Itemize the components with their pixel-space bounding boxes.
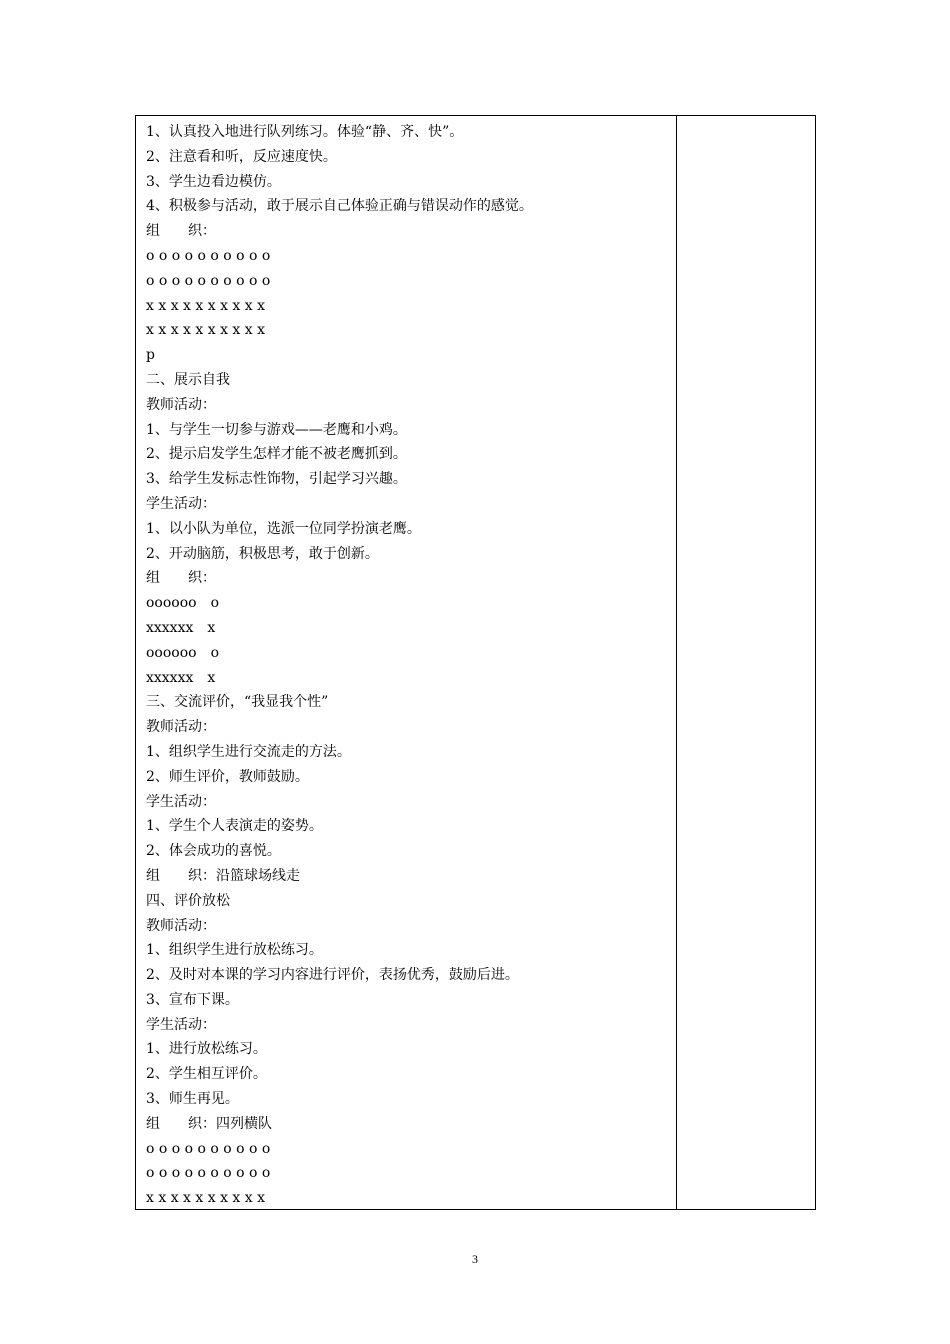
content-line: 3、学生边看边模仿。 [146, 173, 281, 190]
content-line: 3、师生再见。 [146, 1091, 239, 1108]
content-line: 2、学生相互评价。 [146, 1066, 267, 1083]
content-line: o o o o o o o o o o [146, 272, 271, 289]
content-line: 组 织： [146, 223, 216, 240]
content-line: x x x x x x x x x x [146, 1190, 266, 1207]
content-line: 2、提示启发学生怎样才能不被老鹰抓到。 [146, 446, 407, 463]
content-line: 组 织：四列横队 [146, 1115, 272, 1132]
content-line: o o o o o o o o o o [146, 1165, 271, 1182]
content-line: 1、组织学生进行交流走的方法。 [146, 743, 351, 760]
content-line: 2、及时对本课的学习内容进行评价，表扬优秀，鼓励后进。 [146, 967, 519, 984]
content-line: 2、师生评价，教师鼓励。 [146, 768, 309, 785]
content-line: oooooo o [146, 644, 220, 661]
content-line: 2、开动脑筋，积极思考，敢于创新。 [146, 545, 379, 562]
content-line: 1、进行放松练习。 [146, 1041, 267, 1058]
content-line: 2、注意看和听，反应速度快。 [146, 148, 337, 165]
content-line: 学生活动： [146, 1016, 216, 1033]
content-line: x x x x x x x x x x [146, 297, 266, 314]
content-line: 1、学生个人表演走的姿势。 [146, 818, 323, 835]
content-line: 3、给学生发标志性饰物，引起学习兴趣。 [146, 471, 407, 488]
notes-cell [677, 116, 815, 1209]
lesson-content-cell [136, 116, 677, 1209]
content-line: 教师活动： [146, 719, 216, 736]
content-line: 学生活动： [146, 495, 216, 512]
content-line: 教师活动： [146, 396, 216, 413]
content-line: 4、积极参与活动，敢于展示自己体验正确与错误动作的感觉。 [146, 198, 533, 215]
content-line: 三、交流评价，“我显我个性” [146, 694, 329, 711]
content-line: xxxxxx x [146, 619, 216, 636]
content-line: p [146, 347, 155, 364]
content-line: 1、认真投入地进行队列练习。体验“静、齐、快”。 [146, 124, 464, 140]
content-line: oooooo o [146, 595, 220, 612]
page-number: 3 [472, 1252, 478, 1266]
content-line: 组 织：沿篮球场线走 [146, 867, 300, 884]
content-line: 1、组织学生进行放松练习。 [146, 942, 323, 959]
content-line: 二、展示自我 [146, 371, 230, 388]
content-line: 四、评价放松 [146, 892, 230, 909]
content-line: 1、以小队为单位，选派一位同学扮演老鹰。 [146, 520, 421, 537]
content-line: 组 织： [146, 570, 216, 587]
content-line: 1、与学生一切参与游戏——老鹰和小鸡。 [146, 421, 407, 438]
content-line: o o o o o o o o o o [146, 1140, 271, 1157]
lesson-plan-table [135, 115, 816, 1210]
content-line: 教师活动： [146, 917, 216, 934]
content-line: o o o o o o o o o o [146, 247, 271, 264]
content-line: 2、体会成功的喜悦。 [146, 843, 281, 860]
content-line: xxxxxx x [146, 669, 216, 686]
content-line: 3、宣布下课。 [146, 991, 239, 1008]
content-line: x x x x x x x x x x [146, 322, 266, 339]
content-line: 学生活动： [146, 793, 216, 810]
